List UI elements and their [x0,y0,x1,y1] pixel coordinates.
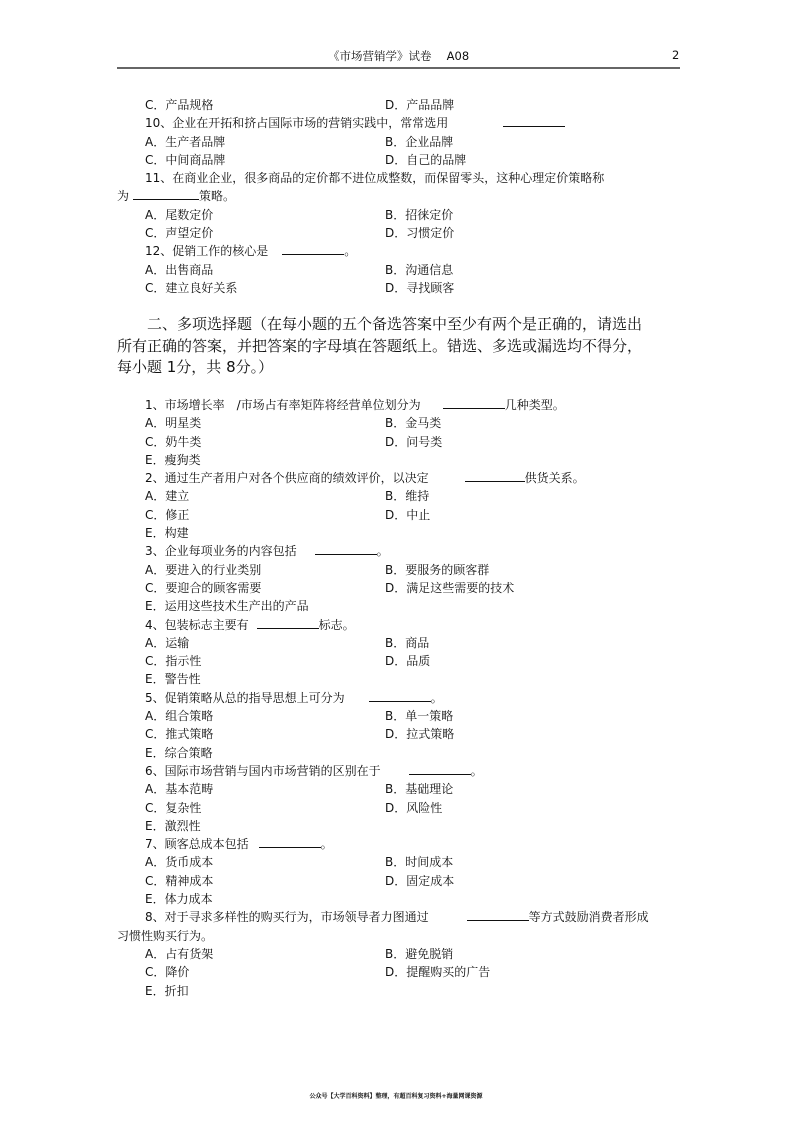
answer-blank [409,764,471,775]
question-stem: 为 [117,189,130,204]
answer-blank [369,691,431,702]
question-suffix: 策略。 [199,189,236,204]
answer-blank [259,837,321,848]
answer-blank [465,471,525,482]
answer-option: A．基本范畴 [145,782,214,797]
option-row [0,817,792,835]
answer-option: B．单一策略 [385,709,454,724]
answer-blank [443,398,505,409]
option-row [0,634,792,652]
option-row [0,872,792,890]
answer-option: D．满足这些需要的技术 [385,580,515,595]
answer-option: E．体力成本 [145,892,213,907]
question-stem: 12、促销工作的核心是 [145,244,269,259]
section-line: 二、多项选择题（在每小题的五个备选答案中至少有两个是正确的，请选出 [147,315,643,333]
question-text [117,927,213,945]
question-suffix: 标志。 [318,617,355,632]
answer-option: D．拉式策略 [385,727,455,742]
answer-option: E．激烈性 [145,818,201,833]
answer-option: C．产品规格 [145,98,214,112]
question-stem: 1、市场增长率 /市场占有率矩阵将经营单位划分为 [145,398,421,412]
question-text [145,542,389,560]
option-row [0,945,792,963]
question-stem: 5、促销策略从总的指导思想上可分为 [145,690,345,705]
option-row [0,524,792,542]
question-text [145,169,604,187]
question-text [145,689,443,707]
answer-option: E．运用这些技术生产出的产品 [145,599,309,614]
question-text [145,469,585,487]
question-suffix: 。 [376,544,389,559]
answer-option: B．招徕定价 [385,207,454,222]
answer-blank [503,116,565,127]
answer-option: D．寻找顾客 [385,280,455,295]
question-row [0,187,792,205]
question-stem: 10、企业在开拓和挤占国际市场的营销实践中，常常选用 [145,116,449,131]
option-row [0,799,792,817]
answer-option: D．习惯定价 [385,226,455,241]
answer-option: A．运输 [145,635,190,650]
single-choice-questions [0,96,792,297]
answer-option: B．沟通信息 [385,262,454,277]
option-row [0,151,792,169]
answer-option: A．建立 [145,489,190,504]
question-row [0,762,792,780]
option-row [0,206,792,224]
question-text [145,835,333,853]
option-row [0,982,792,1000]
option-row [0,433,792,451]
answer-option: B．基础理论 [385,782,454,797]
question-suffix: 几种类型。 [504,398,565,412]
answer-option: C．奶牛类 [145,434,202,449]
answer-option: C．推式策略 [145,727,214,742]
answer-option: D．问号类 [385,434,443,449]
option-row [0,133,792,151]
question-row [0,908,792,926]
answer-blank [257,618,319,629]
answer-option: C．精神成本 [145,873,214,888]
option-row [0,96,792,114]
option-row [0,414,792,432]
answer-option: B．企业品牌 [385,134,454,149]
question-stem: 11、在商业企业，很多商品的定价都不进位成整数，而保留零头，这种心理定价策略称 [145,171,605,186]
option-row [0,579,792,597]
question-text [145,908,649,926]
option-row [0,853,792,871]
option-row [0,261,792,279]
answer-blank [133,189,199,200]
question-text [145,396,565,414]
answer-option: D．风险性 [385,800,443,815]
answer-option: E．瘦狗类 [145,452,201,467]
answer-blank [315,544,377,555]
header-title: 《市场营销学》试卷 A08 [328,49,470,63]
option-row [0,963,792,981]
question-row [0,927,792,945]
header-rule [117,67,680,69]
answer-option: A．生产者品牌 [145,134,226,149]
option-row [0,725,792,743]
question-stem: 习惯性购买行为。 [117,928,214,943]
option-row [0,224,792,242]
question-row [0,114,792,132]
question-text [145,762,483,780]
question-row [0,169,792,187]
question-text [145,242,356,260]
answer-option: C．指示性 [145,654,202,669]
page-number: 2 [672,48,680,62]
section-heading [117,314,677,379]
option-row [0,744,792,762]
multiple-choice-questions [0,396,792,1000]
question-suffix: 供货关系。 [524,471,585,486]
question-text [145,114,565,132]
answer-option: C．声望定价 [145,226,214,241]
option-row [0,707,792,725]
question-row [0,835,792,853]
answer-option: C．要迎合的顾客需要 [145,580,262,595]
option-row [0,451,792,469]
answer-option: D．品质 [385,654,431,669]
question-row [0,689,792,707]
answer-option: E．构建 [145,526,189,541]
question-stem: 6、国际市场营销与国内市场营销的区别在于 [145,763,381,778]
question-suffix: 。 [470,763,483,778]
answer-blank [467,910,529,921]
question-stem: 4、包装标志主要有 [145,617,249,632]
answer-option: D．中止 [385,507,431,522]
option-row [0,561,792,579]
question-text [117,187,235,205]
option-row [0,487,792,505]
section-line: 每小题 1分，共 8分。） [117,358,274,376]
answer-option: A．明星类 [145,416,202,431]
answer-option: D．产品品牌 [385,98,455,112]
question-stem: 2、通过生产者用户对各个供应商的绩效评价，以决定 [145,471,429,486]
question-suffix: 等方式鼓励消费者形成 [528,910,649,925]
question-row [0,469,792,487]
answer-option: C．修正 [145,507,190,522]
answer-option: C．降价 [145,965,190,980]
question-suffix: 。 [344,244,357,259]
answer-option: C．中间商品牌 [145,152,226,167]
answer-option: B．维持 [385,489,430,504]
answer-blank [282,244,344,255]
answer-option: B．要服务的顾客群 [385,562,490,577]
question-suffix: 。 [430,690,443,705]
question-row [0,542,792,560]
answer-option: B．商品 [385,635,430,650]
option-row [0,890,792,908]
option-row [0,279,792,297]
answer-option: A．尾数定价 [145,207,214,222]
answer-option: A．出售商品 [145,262,214,277]
answer-option: A．组合策略 [145,709,214,724]
answer-option: E．综合策略 [145,745,213,760]
answer-option: E．折扣 [145,983,189,998]
answer-option: C．复杂性 [145,800,202,815]
question-text [145,616,355,634]
question-row [0,396,792,414]
question-stem: 7、顾客总成本包括 [145,837,249,852]
option-row [0,670,792,688]
section-line: 所有正确的答案，并把答案的字母填在答题纸上。错选、多选或漏选均不得分， [117,336,643,355]
option-row [0,780,792,798]
footer-note: 公众号【大学百科资料】整理，有超百科复习资料+海量网课资源 [309,1093,483,1100]
answer-option: D．提醒购买的广告 [385,965,491,980]
answer-option: B．时间成本 [385,855,454,870]
option-row [0,652,792,670]
question-suffix: 。 [320,837,333,852]
answer-option: B．避免脱销 [385,946,454,961]
question-stem: 8、对于寻求多样性的购买行为，市场领导者力图通过 [145,910,429,925]
answer-option: D．自己的品牌 [385,152,467,167]
answer-option: A．要进入的行业类别 [145,562,262,577]
question-row [0,616,792,634]
question-row [0,242,792,260]
answer-option: A．货币成本 [145,855,214,870]
answer-option: C．建立良好关系 [145,280,238,295]
answer-option: A．占有货架 [145,946,214,961]
option-row [0,597,792,615]
answer-option: E．警告性 [145,672,201,687]
answer-option: D．固定成本 [385,873,455,888]
question-stem: 3、企业每项业务的内容包括 [145,544,297,559]
answer-option: B．金马类 [385,416,442,431]
option-row [0,506,792,524]
